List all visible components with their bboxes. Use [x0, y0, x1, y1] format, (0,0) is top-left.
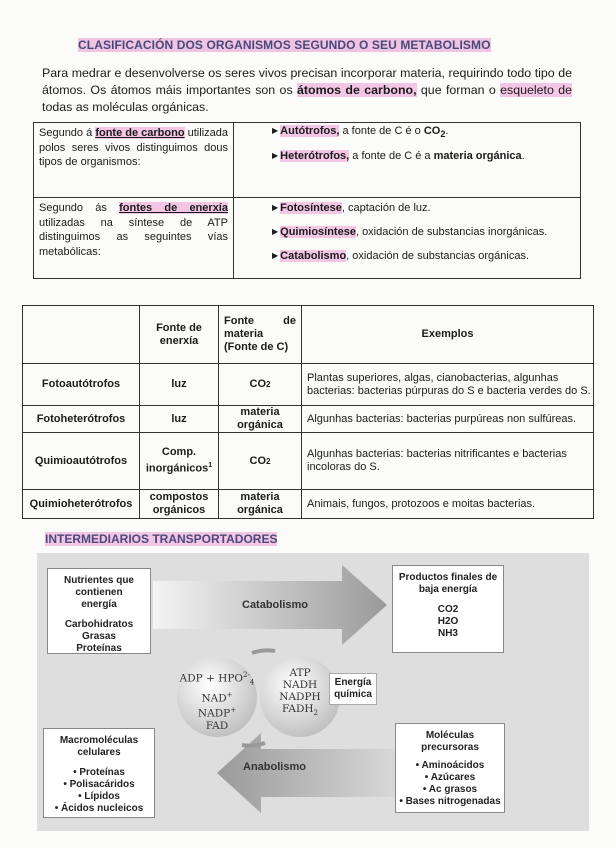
page-title: CLASIFICACIÓN DOS ORGANISMOS SEGUNDO O SEU METABOLISMO [78, 38, 491, 52]
row-name: Fotoautótrofos [41, 378, 121, 390]
nutrients-box: Nutrientes que contienen energía Carbohidratos Grasas Proteínas [47, 568, 151, 654]
carbon-source-cell: Segundo á fonte de carbono utilizada polos seres vivos distinguimos dous tipos de organismos: [39, 127, 228, 168]
header-examples: Exemplos [421, 328, 474, 340]
row-matter: CO 2 [249, 454, 271, 467]
chemosynthesis-item: ▶ Quimiosíntese, oxidación de substancias inorgánicas. [272, 226, 548, 238]
row-energy: luz [171, 378, 187, 390]
section-title: INTERMEDIARIOS TRANSPORTADORES [45, 532, 278, 546]
autotrophs-item: ▶ Autótrofos, a fonte de C é o $CO_2$. [272, 125, 449, 140]
classification-table [33, 122, 581, 279]
row-matter: CO 2 [249, 378, 271, 390]
row-example: Plantas superiores, algas, cianobacterias, algunhas bacterias: bacterias púrpuras do S e bacteria verdes do S. [307, 371, 591, 397]
triangle-right-icon: ▶ [272, 251, 279, 260]
catabolism-label: Catabolismo [242, 599, 309, 611]
products-box: Productos finales de baja energía CO2 H2O NH3 [392, 565, 504, 653]
left-circle-carriers: ADP + $HPO^{2-}_4$ NAD+ NADP+ FAD [179, 671, 255, 732]
photosynthesis-item: ▶ Fotosíntese, captación de luz. [272, 202, 431, 214]
row-energy: Comp. inorgánicos$^1$ [145, 446, 213, 475]
triangle-right-icon: ▶ [272, 151, 279, 160]
row-energy: luz [171, 412, 187, 425]
organism-types-table [22, 305, 594, 519]
metabolism-diagram [37, 553, 589, 831]
anabolism-label: Anabolismo [243, 761, 306, 773]
precursors-box: Moléculas precursoras • Aminoácidos • Azúcares • Ac grasos • Bases nitrogenadas [395, 723, 505, 813]
row-example: Algunhas bacterias: bacterias nitrificantes e bacterias incoloras do S. [307, 448, 567, 473]
chemical-energy-box: Energía química [329, 673, 377, 705]
energy-source-cell: Segundo ás fontes de enerxía utilizadas na síntese de ATP distinguimos as seguintes vías metabólicas: [39, 202, 228, 258]
row-example: Animais, fungos, protozoos e moitas bacterias. [307, 497, 536, 510]
right-circle-carriers: ATP NADH NADPH $FADH_2$ [279, 667, 321, 718]
triangle-right-icon: ▶ [272, 126, 279, 135]
triangle-right-icon: ▶ [272, 203, 279, 212]
header-matter: Fonte de materia (Fonte de C) [224, 315, 296, 353]
triangle-right-icon: ▶ [272, 227, 279, 236]
intro-paragraph: Para medrar e desenvolverse os seres vivos precisan incorporar materia, requirindo todo tipo de átomos. Os átomos máis importantes son os átomos de carbono, que forman o esqueleto de todas as moléculas orgánicas. [42, 66, 572, 114]
row-matter: materia orgánica [237, 406, 283, 431]
row-energy: compostos orgánicos [149, 491, 209, 516]
row-name: Quimioheterótrofos [29, 497, 133, 510]
row-example: Algunhas bacterias: bacterias purpúreas non sulfúreas. [307, 412, 577, 425]
row-name: Quimioautótrofos [34, 454, 128, 467]
macromolecules-box: Macromoléculas celulares • Proteínas • Polisacáridos • Lípidos • Ácidos nucleicos [43, 728, 155, 818]
row-matter: materia orgánica [237, 491, 283, 516]
row-name: Fotoheterótrofos [36, 412, 126, 425]
header-energy: Fonte de enerxía [156, 321, 202, 347]
heterotrophs-item: ▶ Heterótrofos, a fonte de C é a materia orgánica. [272, 150, 525, 162]
catabolism-item: ▶ Catabolismo, oxidación de substancias orgánicas. [272, 250, 530, 262]
